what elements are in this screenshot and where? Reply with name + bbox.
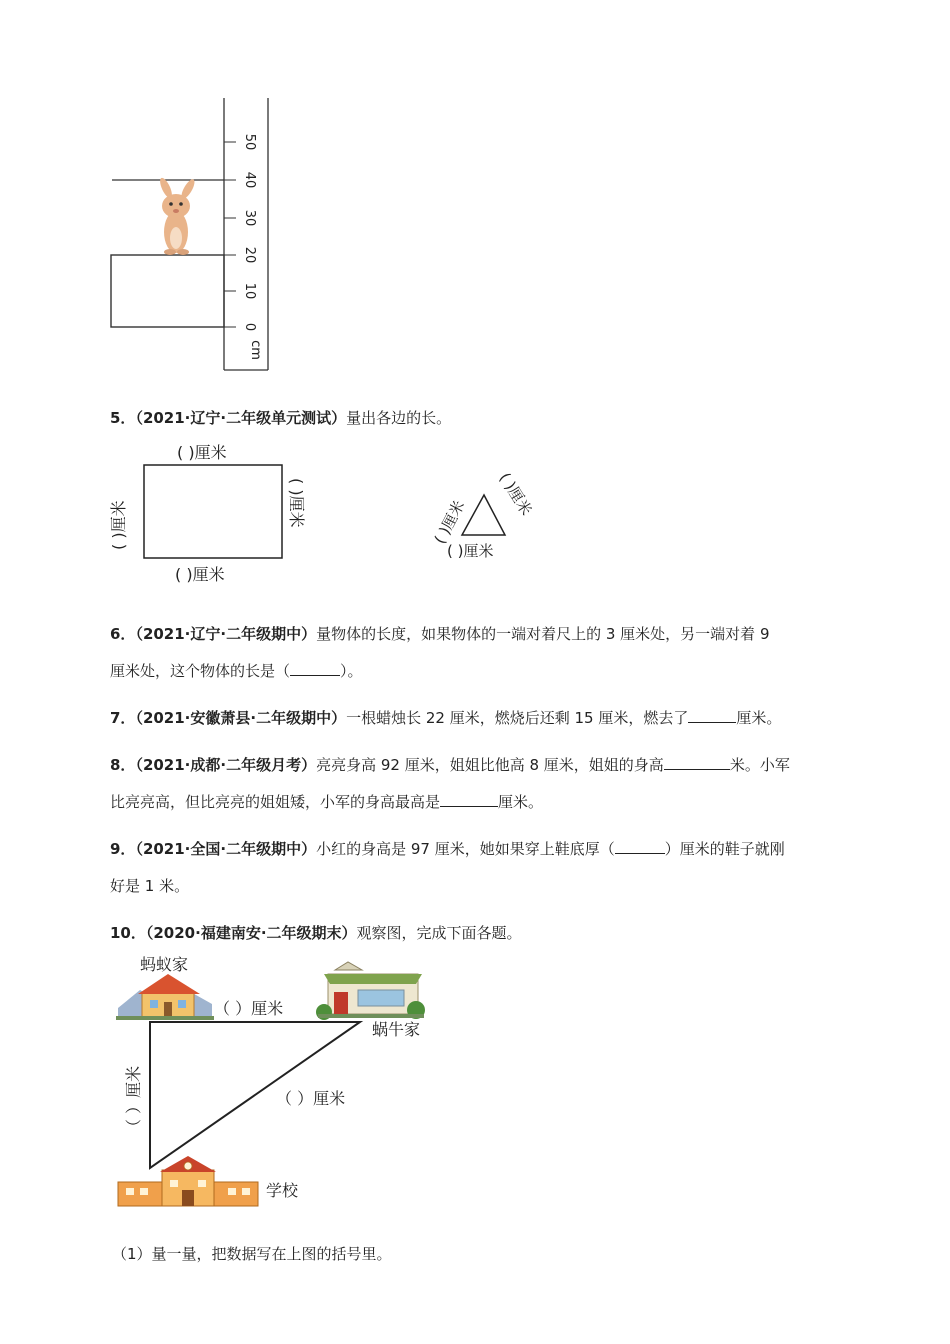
school-label: 学校 (266, 1181, 299, 1200)
question-number: 6． (110, 625, 136, 643)
question-source: （2021·辽宁·二年级期中） (135, 625, 317, 643)
question-source: （2021·安徽萧县·二年级期中） (135, 709, 347, 727)
question-text: 一根蜡烛长 22 厘米，燃烧后还剩 15 厘米，燃去了 (346, 709, 689, 727)
question-text: 量出各边的长。 (346, 409, 452, 427)
question-6-line-2 (110, 661, 363, 681)
question-text: 米。小军 (729, 756, 790, 774)
q10-map-figure (110, 950, 440, 1215)
answer-blank[interactable] (688, 708, 736, 723)
question-text: 观察图，完成下面各题。 (356, 924, 522, 942)
ruler-unit: cm (248, 340, 263, 360)
question-7 (110, 708, 781, 728)
q5-rectangle-figure (100, 438, 320, 593)
rect-right-label: ( )厘米 (287, 478, 306, 528)
question-number: 10． (110, 924, 146, 942)
q5-triangle-figure (425, 455, 555, 570)
top-side-label: （ ）厘米 (214, 999, 284, 1018)
question-source: （2020·福建南安·二年级期末） (145, 924, 357, 942)
question-text: 比亮亮高，但比亮亮的姐姐矮，小军的身高最高是 (110, 793, 441, 811)
question-8-line-2 (110, 792, 543, 812)
rect-left-label: ( )厘米 (109, 500, 128, 550)
sub-question-text: （1）量一量，把数据写在上图的括号里。 (112, 1245, 392, 1263)
triangle (462, 495, 505, 535)
snail-home-label: 蜗牛家 (372, 1020, 421, 1039)
question-text: 量物体的长度，如果物体的一端对着尺上的 3 厘米处，另一端对着 9 (316, 625, 770, 643)
rabbit-icon (158, 176, 197, 255)
question-9-line-2 (110, 876, 189, 896)
hypotenuse-label: （ ）厘米 (276, 1089, 346, 1108)
question-text: 厘米。 (736, 709, 782, 727)
question-9 (110, 839, 785, 859)
ant-home-label: 蚂蚁家 (140, 955, 189, 974)
tri-bottom-label: ( )厘米 (447, 542, 494, 560)
question-source: （2021·成都·二年级月考） (135, 756, 317, 774)
box (111, 255, 224, 327)
rectangle (144, 465, 282, 558)
question-text: 好是 1 米。 (110, 877, 190, 895)
answer-blank[interactable] (290, 661, 340, 676)
answer-blank[interactable] (615, 839, 665, 854)
snail-home-icon (316, 962, 425, 1020)
ruler-tick-20: 20 (242, 246, 257, 264)
question-source: （2021·辽宁·二年级单元测试） (135, 409, 347, 427)
question-8 (110, 755, 790, 775)
question-number: 8． (110, 756, 136, 774)
question-text: ）。 (340, 662, 363, 680)
ruler-tick-50: 50 (242, 133, 257, 151)
question-6 (110, 624, 770, 644)
question-text: ）厘米的鞋子就刚 (664, 840, 785, 858)
rect-top-label: ( )厘米 (177, 443, 227, 462)
question-5 (110, 408, 451, 428)
question-number: 7． (110, 709, 136, 727)
tri-right-label: ( )厘米 (495, 469, 536, 519)
question-number: 9． (110, 840, 136, 858)
question-source: （2021·全国·二年级期中） (135, 840, 317, 858)
ruler-tick-10: 10 (242, 282, 257, 300)
question-text: 小红的身高是 97 厘米，她如果穿上鞋底厚（ (316, 840, 615, 858)
tri-left-label: ( )厘米 (430, 497, 469, 547)
question-10-sub-1 (112, 1244, 392, 1264)
answer-blank[interactable] (664, 755, 730, 770)
question-number: 5． (110, 409, 136, 427)
ruler-tick-0: 0 (242, 322, 257, 332)
school-icon (118, 1156, 258, 1206)
question-text: 厘米。 (498, 793, 544, 811)
question-text: 厘米处，这个物体的长是（ (110, 662, 291, 680)
rect-bottom-label: ( )厘米 (175, 565, 225, 584)
ruler-tick-40: 40 (242, 171, 257, 189)
left-side-label: （ ）厘米 (124, 1065, 143, 1135)
question-text: 亮亮身高 92 厘米，姐姐比他高 8 厘米，姐姐的身高 (316, 756, 664, 774)
answer-blank[interactable] (440, 792, 498, 807)
ruler-tick-30: 30 (242, 209, 257, 227)
question-10 (110, 923, 522, 943)
ruler-figure (100, 92, 290, 377)
ant-home-icon (116, 974, 214, 1020)
